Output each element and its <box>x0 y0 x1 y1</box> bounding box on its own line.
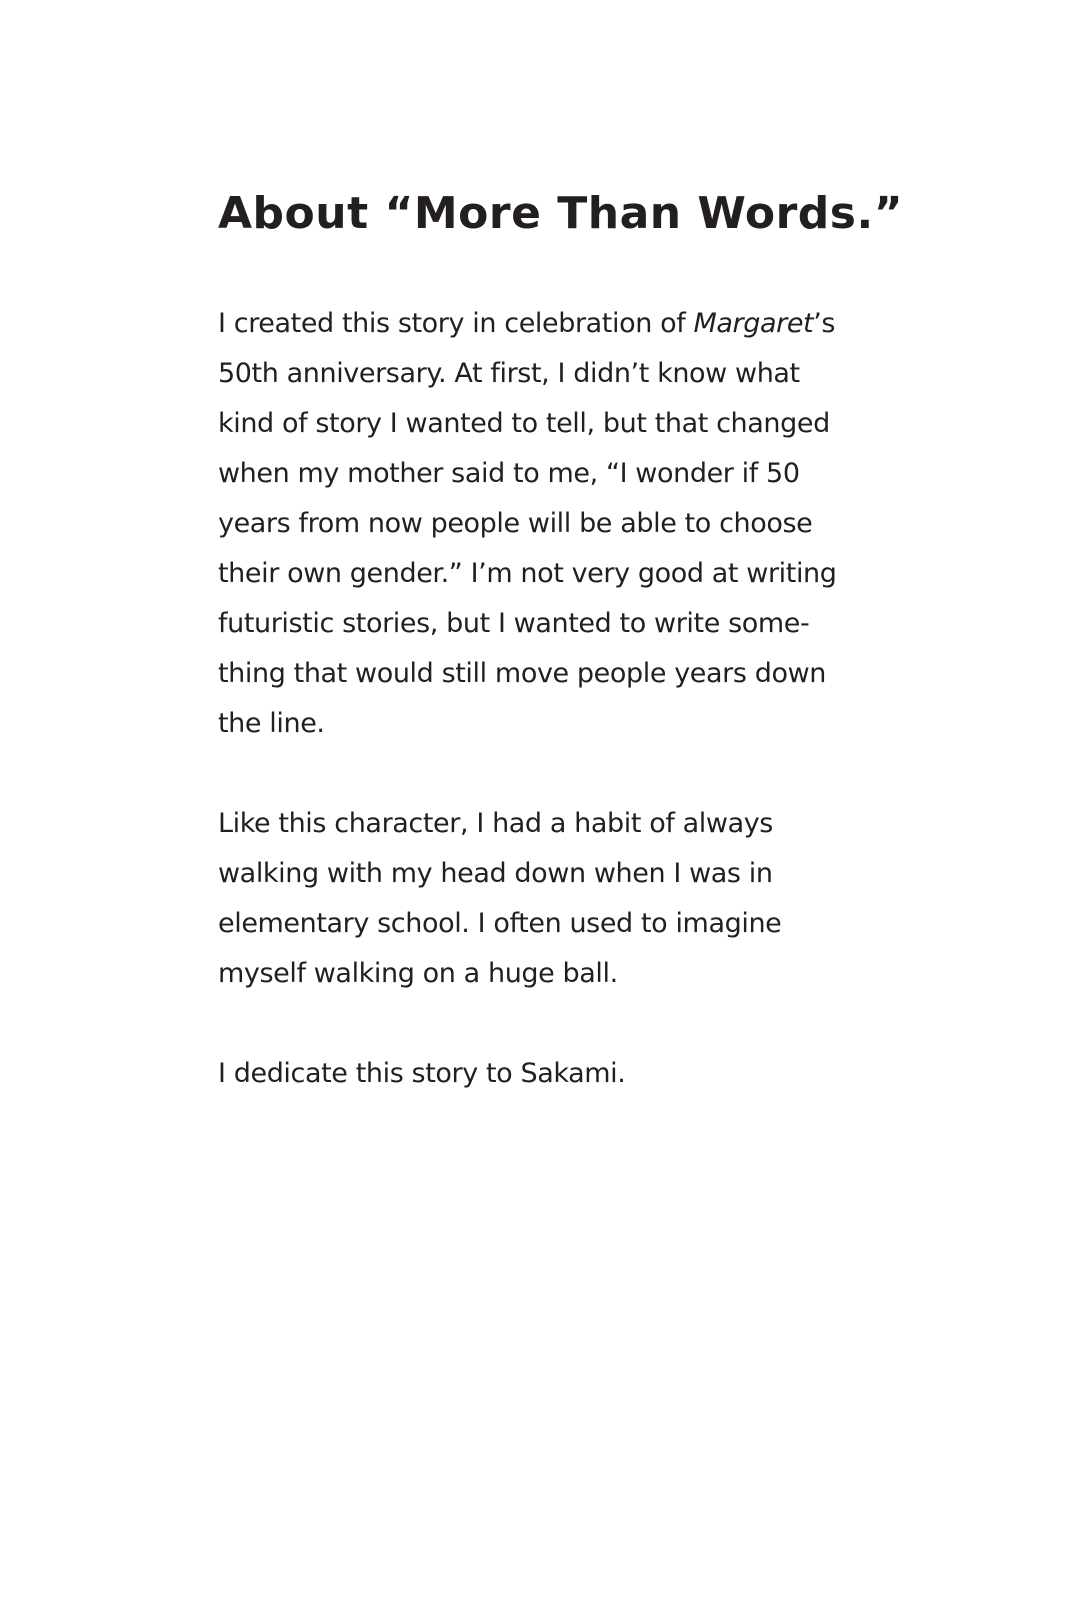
text-line: myself walking on a huge ball. <box>218 957 618 989</box>
text-line: futuristic stories, but I wanted to write some- <box>218 607 810 639</box>
author-note-content <box>218 188 938 1149</box>
paragraph-character-note <box>218 799 938 999</box>
text-line: their own gender.” I’m not very good at writing <box>218 557 837 589</box>
text-line: elementary school. I often used to imagine <box>218 907 782 939</box>
text-line: walking with my head down when I was in <box>218 857 773 889</box>
text-segment: I created this story in celebration of <box>218 307 694 339</box>
text-line: I dedicate this story to Sakami. <box>218 1057 626 1089</box>
magazine-name-italic: Margaret <box>693 307 814 339</box>
page-title: About “More Than Words.” <box>218 188 904 239</box>
text-line: kind of story I wanted to tell, but that changed <box>218 407 830 439</box>
text-line: Like this character, I had a habit of always <box>218 807 773 839</box>
text-segment: ’s <box>813 307 836 339</box>
paragraph-creation-note <box>218 299 938 749</box>
text-line: 50th anniversary. At first, I didn’t know what <box>218 357 800 389</box>
text-line <box>218 299 938 349</box>
paragraph-dedication <box>218 1049 938 1099</box>
text-line: the line. <box>218 707 325 739</box>
text-line: years from now people will be able to choose <box>218 507 813 539</box>
text-line: thing that would still move people years down <box>218 657 826 689</box>
text-line: when my mother said to me, “I wonder if 50 <box>218 457 800 489</box>
